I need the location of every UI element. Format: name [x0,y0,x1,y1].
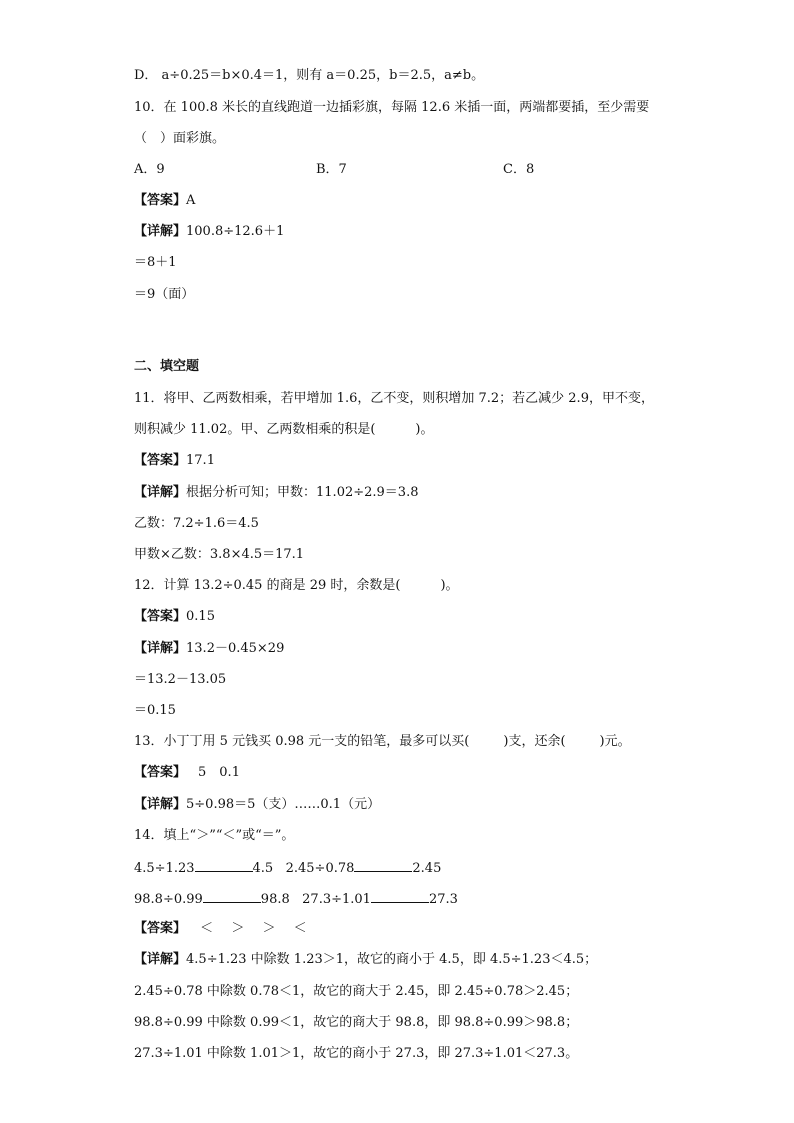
answer-value: A [186,193,196,208]
expression: 2.45 [412,861,442,876]
answer-symbol: ＞ [231,921,245,936]
detail-text: 根据分析可知；甲数：11.02÷2.9＝3.8 [186,485,419,500]
answer-symbol: ＜ [200,921,214,936]
answer-label: 【答案】 [134,193,187,208]
expression: 98.8÷0.99 [134,892,203,907]
q12-answer [134,609,215,625]
q11-answer [134,453,215,469]
expression: 2.45÷0.78 [285,861,355,876]
expression: 4.5 [252,861,274,876]
q14-row1 [134,859,441,877]
answer-value: 17.1 [186,453,215,468]
detail-label: 【详解】 [134,485,187,500]
q11-stem-line1: 11．将甲、乙两数相乘，若甲增加 1.6，乙不变，则积增加 7.2；若乙减少 2.9，甲不变， [134,391,654,406]
q11-detail-line2: 乙数：7.2÷1.6＝4.5 [134,516,259,531]
q11-detail-line3: 甲数×乙数：3.8×4.5＝17.1 [134,547,305,562]
detail-text: 13.2－0.45×29 [186,641,285,656]
expression: 27.3 [428,892,458,907]
q10-stem-line2: （ ）面彩旗。 [134,131,226,146]
q11-detail-line1 [134,485,418,501]
stem-part: )元。 [599,734,631,749]
stem-part: 13．小丁丁用 5 元钱买 0.98 元一支的铅笔，最多可以买( [134,734,470,749]
q10-option-c: C．8 [503,162,535,177]
q10-detail-line3: ＝9（面） [134,287,195,302]
q14-detail-line1 [134,952,597,968]
answer-label: 【答案】 [134,921,187,936]
q12-detail-line1 [134,641,284,657]
detail-text: 5÷0.98＝5（支）……0.1（元） [186,797,381,812]
detail-text: 100.8÷12.6＋1 [186,224,285,239]
expression: 27.3÷1.01 [302,892,371,907]
section-title: 二、填空题 [134,359,200,374]
q10-detail-line1 [134,224,284,240]
detail-text: 4.5÷1.23 中除数 1.23＞1，故它的商小于 4.5，即 4.5÷1.23＜4.5； [186,952,598,967]
q14-answer [134,921,307,937]
stem-part: 12．计算 13.2÷0.45 的商是 29 时，余数是( [134,578,401,593]
expression: 98.8 [260,892,290,907]
q12-stem [134,578,459,594]
stem-part: )支，还余( [503,734,566,749]
q10-stem-line1: 10．在 100.8 米长的直线跑道一边插彩旗，每隔 12.6 米插一面，两端都要插，至少需要 [134,100,650,115]
fill-blank [203,890,261,903]
answer-label: 【答案】 [134,453,187,468]
q10-option-a: A．9 [134,162,165,177]
answer-value: 0.15 [186,609,215,624]
q13-detail-line1 [134,797,380,813]
q13-answer [134,765,240,781]
q9-option-d: D． a÷0.25＝b×0.4＝1，则有 a＝0.25，b＝2.5，a≠b。 [134,68,485,83]
q14-detail-line2: 2.45÷0.78 中除数 0.78＜1，故它的商大于 2.45，即 2.45÷0.78＞2.45； [134,984,579,999]
q10-answer [134,193,195,209]
answer-label: 【答案】 [134,765,187,780]
fill-blank [195,859,253,872]
answer-label: 【答案】 [134,609,187,624]
q14-stem: 14．填上“＞”“＜”或“＝”。 [134,828,295,843]
stem-part: )。 [440,578,459,593]
detail-label: 【详解】 [134,641,187,656]
stem-part: 则积减少 11.02。甲、乙两数相乘的积是( [134,422,376,437]
stem-part: )。 [415,422,434,437]
q10-option-b: B．7 [316,162,347,177]
expression: 4.5÷1.23 [134,861,195,876]
fill-blank [371,890,429,903]
detail-label: 【详解】 [134,952,187,967]
q10-detail-line2: ＝8＋1 [134,255,177,270]
fill-blank [354,859,412,872]
q14-row2 [134,890,458,908]
q12-detail-line2: ＝13.2－13.05 [134,672,227,687]
q13-stem [134,734,631,750]
detail-label: 【详解】 [134,224,187,239]
q14-detail-line4: 27.3÷1.01 中除数 1.01＞1，故它的商小于 27.3，即 27.3÷1.01＜27.3。 [134,1046,579,1061]
detail-label: 【详解】 [134,797,187,812]
q14-detail-line3: 98.8÷0.99 中除数 0.99＜1，故它的商大于 98.8，即 98.8÷0.99＞98.8； [134,1015,579,1030]
answer-symbol: ＜ [293,921,307,936]
answer-value: 5 0.1 [198,765,240,780]
q12-detail-line3: ＝0.15 [134,703,176,718]
answer-symbol: ＞ [262,921,276,936]
q11-stem-line2 [134,422,434,438]
